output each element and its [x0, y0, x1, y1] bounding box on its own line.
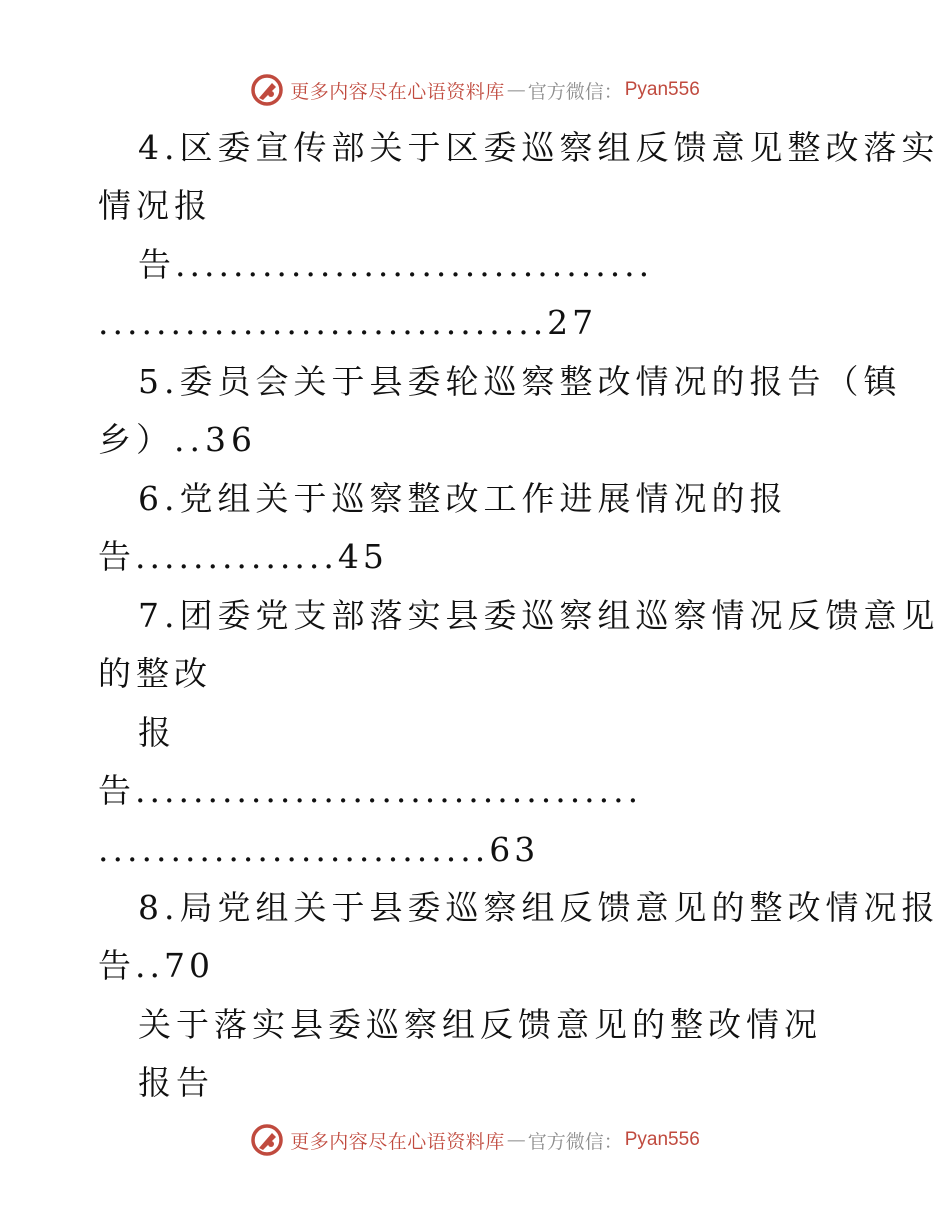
toc-line: 4.区委宣传部关于区委巡察组反馈意见整改落实: [138, 128, 940, 167]
toc-line: 5.委员会关于县委轮巡察整改情况的报告（镇: [138, 362, 902, 401]
toc-line: 关于落实县委巡察组反馈意见的整改情况: [138, 1005, 822, 1044]
toc-line: 6.党组关于巡察整改工作进展情况的报: [138, 479, 788, 518]
watermark-dash: —: [506, 79, 526, 101]
toc-line: 的整改: [98, 654, 212, 693]
toc-line: 告..70: [98, 946, 214, 985]
watermark-dash: —: [506, 1129, 526, 1151]
footer-watermark: [0, 1120, 950, 1160]
watermark-label: 官方微信：: [527, 80, 623, 103]
toc-line: 乡）..36: [98, 420, 257, 459]
watermark-text: 更多内容尽在心语资料库: [290, 80, 505, 103]
pen-logo-icon: [250, 1123, 284, 1157]
toc-line: 告..............45: [98, 537, 388, 576]
toc-line: ...............................27: [98, 303, 598, 342]
toc-line: 报: [138, 713, 176, 752]
toc-line: 情况报: [98, 186, 212, 225]
toc-line: 8.局党组关于县委巡察组反馈意见的整改情况报: [138, 888, 940, 927]
watermark-wechat-id: Pyan556: [624, 1129, 700, 1150]
toc-line: 告...................................: [98, 771, 643, 810]
watermark-wechat-id: Pyan556: [624, 79, 700, 100]
watermark-label: 官方微信：: [527, 1130, 623, 1153]
watermark-text: 更多内容尽在心语资料库: [290, 1130, 505, 1153]
toc-line: 告.................................: [138, 245, 654, 284]
toc-line: 7.团委党支部落实县委巡察组巡察情况反馈意见: [138, 596, 940, 635]
toc-line: 报告: [138, 1063, 214, 1102]
toc-line: ...........................63: [98, 830, 540, 869]
